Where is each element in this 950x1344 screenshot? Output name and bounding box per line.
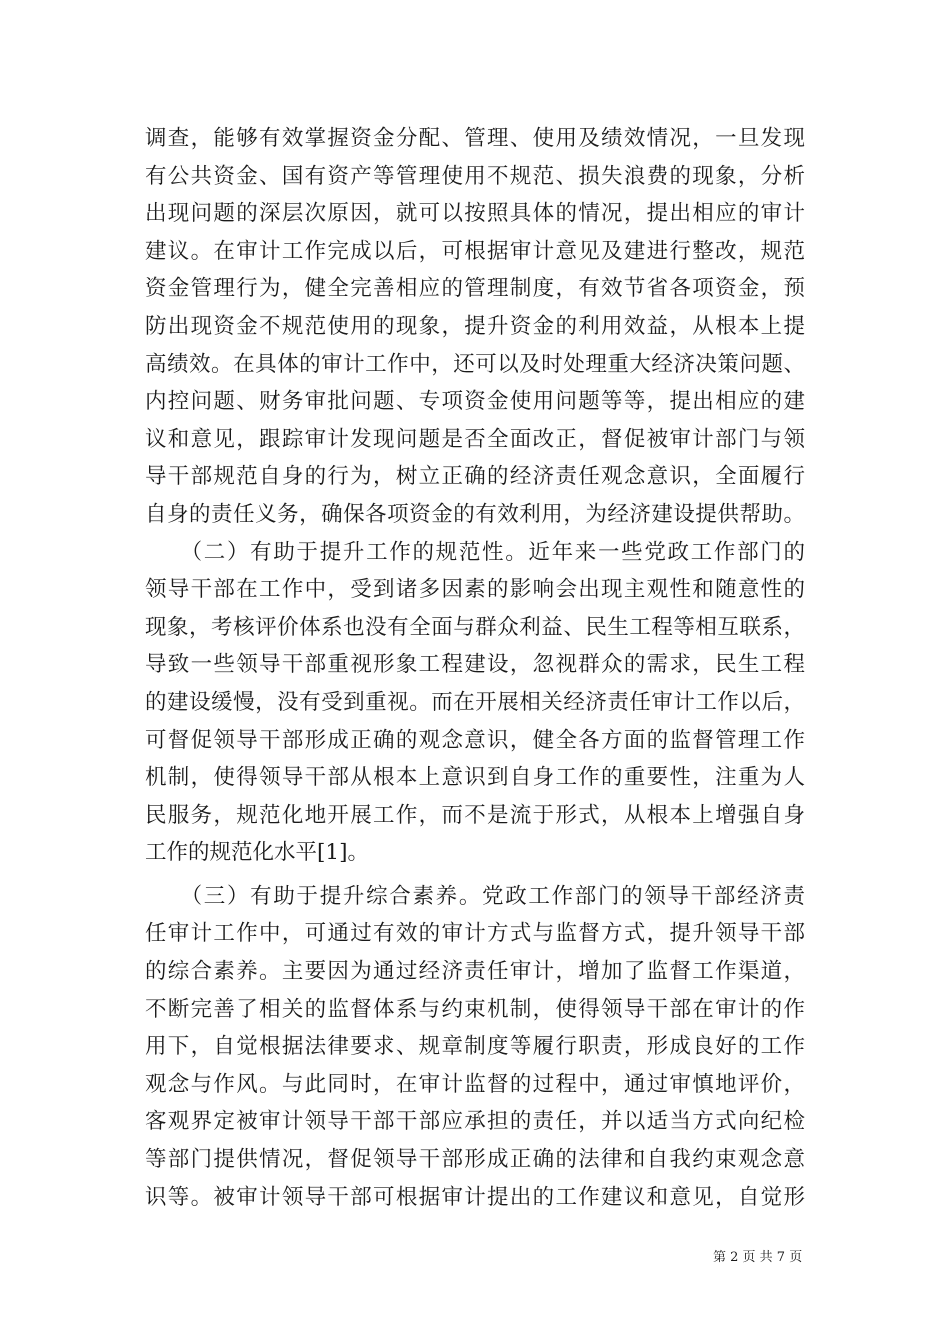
text-line: 出现问题的深层次原因，就可以按照具体的情况，提出相应的审计 bbox=[145, 201, 805, 227]
text-line: 领导干部在工作中，受到诸多因素的影响会出现主观性和随意性的 bbox=[145, 577, 805, 603]
paragraph-2 bbox=[145, 534, 805, 872]
text-line: 的综合素养。主要因为通过经济责任审计，增加了监督工作渠道， bbox=[145, 959, 805, 985]
text-line: 调查，能够有效掌握资金分配、管理、使用及绩效情况，一旦发现 bbox=[145, 126, 805, 151]
text-line: 识等。被审计领导干部可根据审计提出的工作建议和意见，自觉形 bbox=[145, 1184, 805, 1210]
text-line: 内控问题、财务审批问题、专项资金使用问题等等，提出相应的建 bbox=[145, 389, 805, 415]
text-line: 不断完善了相关的监督体系与约束机制，使得领导干部在审计的作 bbox=[145, 996, 805, 1022]
text-line: （二）有助于提升工作的规范性。近年来一些党政工作部门的 bbox=[145, 539, 805, 565]
text-line: 可督促领导干部形成正确的观念意识，健全各方面的监督管理工作 bbox=[145, 727, 805, 753]
text-line: 等部门提供情况，督促领导干部形成正确的法律和自我约束观念意 bbox=[145, 1147, 805, 1173]
text-line: 民服务，规范化地开展工作，而不是流于形式，从根本上增强自身 bbox=[145, 802, 805, 828]
text-line: 客观界定被审计领导干部干部应承担的责任，并以适当方式向纪检 bbox=[145, 1109, 805, 1135]
text-line: 有公共资金、国有资产等管理使用不规范、损失浪费的现象，分析 bbox=[145, 163, 805, 189]
paragraph-1 bbox=[145, 120, 805, 534]
text-line: 任审计工作中，可通过有效的审计方式与监督方式，提升领导干部 bbox=[145, 921, 805, 947]
text-line: （三）有助于提升综合素养。党政工作部门的领导干部经济责 bbox=[145, 883, 805, 909]
text-line: 自身的责任义务，确保各项资金的有效利用，为经济建设提供帮助。 bbox=[145, 501, 805, 527]
text-line: 用下，自觉根据法律要求、规章制度等履行职责，形成良好的工作 bbox=[145, 1034, 805, 1060]
text-line: 观念与作风。与此同时，在审计监督的过程中，通过审慎地评价， bbox=[145, 1071, 805, 1097]
text-line: 议和意见，跟踪审计发现问题是否全面改正，督促被审计部门与领 bbox=[145, 426, 805, 452]
text-line: 高绩效。在具体的审计工作中，还可以及时处理重大经济决策问题、 bbox=[145, 351, 805, 377]
text-line: 工作的规范化水平[1]。 bbox=[145, 840, 369, 866]
text-line: 导干部规范自身的行为，树立正确的经济责任观念意识，全面履行 bbox=[145, 464, 805, 490]
text-line: 现象，考核评价体系也没有全面与群众利益、民生工程等相互联系， bbox=[145, 614, 805, 640]
text-line: 导致一些领导干部重视形象工程建设，忽视群众的需求，民生工程 bbox=[145, 652, 805, 678]
paragraph-3 bbox=[145, 878, 805, 1216]
text-line: 资金管理行为，健全完善相应的管理制度，有效节省各项资金，预 bbox=[145, 276, 805, 302]
body-text bbox=[145, 120, 805, 1216]
text-line: 机制，使得领导干部从根本上意识到自身工作的重要性，注重为人 bbox=[145, 765, 805, 791]
page-number-footer: 第 2 页 共 7 页 bbox=[713, 1250, 803, 1265]
text-line: 的建设缓慢，没有受到重视。而在开展相关经济责任审计工作以后， bbox=[145, 689, 805, 715]
text-line: 防出现资金不规范使用的现象，提升资金的利用效益，从根本上提 bbox=[145, 313, 805, 339]
text-line: 建议。在审计工作完成以后，可根据审计意见及建进行整改，规范 bbox=[145, 238, 805, 264]
